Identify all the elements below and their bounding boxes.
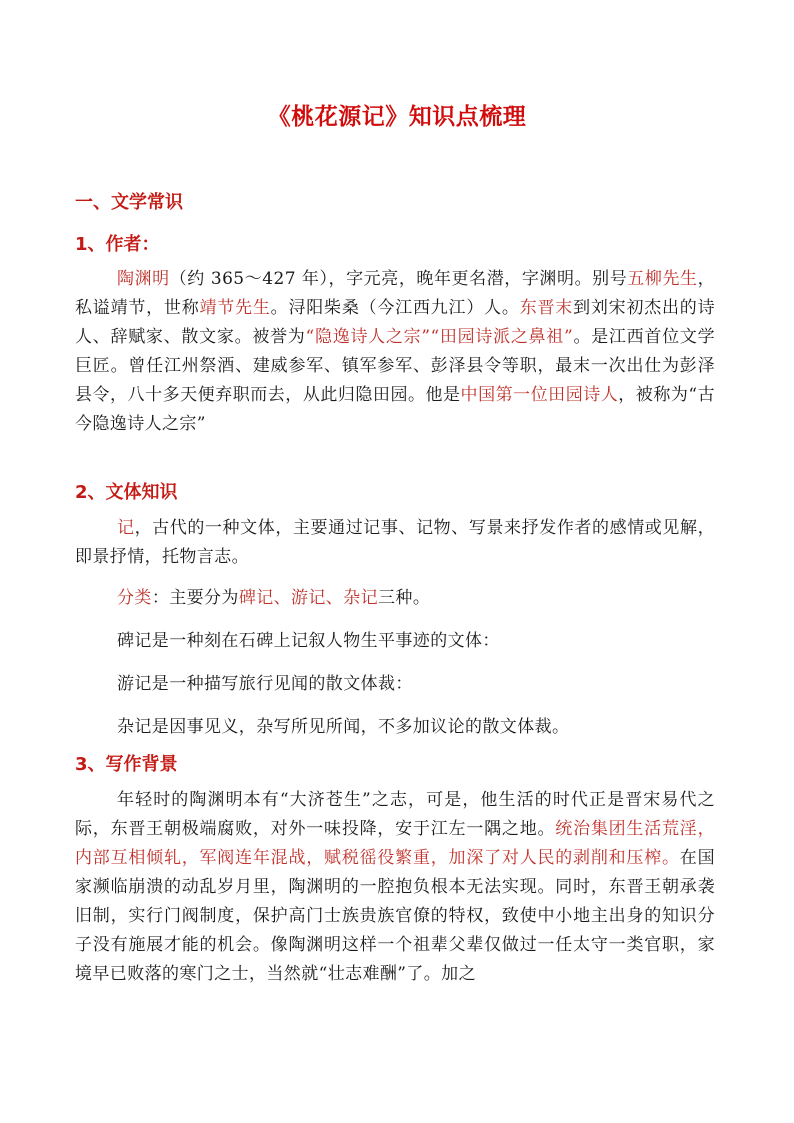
author-text: 到刘宋初杰出的诗人、辞赋家、散文家。被誉为 [75,298,715,347]
author-title: 靖节先生 [199,298,271,318]
classification-types: 碑记、游记、杂记 [238,588,379,608]
author-alias: 五柳先生 [627,269,698,289]
author-text: ，被称为“古今隐逸诗人之宗” [75,385,715,434]
genre-definition [75,514,715,572]
document-title: 《桃花源记》知识点梳理 [267,104,527,130]
genre-misc: 杂记是因事见义，杂写所见所闻，不多加议论的散文体裁。 [117,717,570,737]
author-honor: “隐逸诗人之宗”“田园诗派之鼻祖” [305,327,574,347]
subheading-author: 1、作者： [75,234,160,255]
author-paragraph [75,265,715,439]
genre-term: 记 [117,518,135,538]
classification-term: 分类 [117,588,152,608]
background-highlight: 统治集团生活荒淫，内部互相倾轧，军阀连年混战，赋税徭役繁重，加深了对人民的剥削和压榨。 [75,819,715,868]
genre-stele: 碑记是一种刻在石碑上记叙人物生平事迹的文体： [117,631,500,651]
author-text: 。浔阳柴桑（今江西九江）人。 [270,298,520,318]
classification-text: ：主要分为 [151,588,239,608]
background-paragraph [75,786,715,989]
subheading-genre: 2、文体知识 [75,482,178,503]
author-name: 陶渊明 [117,269,170,289]
section-heading-literary-knowledge: 一、文学常识 [75,192,183,213]
author-text: （约 365～427 年），字元亮，晚年更名潜，字渊明。别号 [169,269,628,289]
genre-definition-text: ，古代的一种文体，主要通过记事、记物、写景来抒发作者的感情或见解，即景抒情，托物言志。 [75,518,715,567]
author-first-poet: 中国第一位田园诗人 [460,385,619,405]
classification-text: 三种。 [378,588,431,608]
background-text: 在国家濒临崩溃的动乱岁月里，陶渊明的一腔抱负根本无法实现。同时，东晋王朝承袭旧制，实行门阀制度，保护高门士族贵族官僚的特权，致使中小地主出身的知识分子没有施展才能的机会。像陶渊明这样一个祖辈父辈仅做过一任太守一类官职，家境早已败落的寒门之士，当然就“壮志难酬”了。加之 [75,848,715,984]
genre-travel: 游记是一种描写旅行见闻的散文体裁： [117,674,413,694]
background-text: 年轻时的陶渊明本有“大济苍生”之志，可是，他生活的时代正是晋宋易代之际，东晋王朝极端腐败，对外一味投降，安于江左一隅之地。 [75,790,715,839]
author-text: ，私谥靖节，世称 [75,269,716,318]
subheading-background: 3、写作背景 [75,754,178,775]
genre-classification [117,584,430,613]
author-text: 。是江西首位文学巨匠。曾任江州祭酒、建威参军、镇军参军、彭泽县令等职，最末一次出仕为彭泽县令，八十多天便弃职而去，从此归隐田园。他是 [75,327,715,405]
author-era: 东晋末 [519,298,574,318]
